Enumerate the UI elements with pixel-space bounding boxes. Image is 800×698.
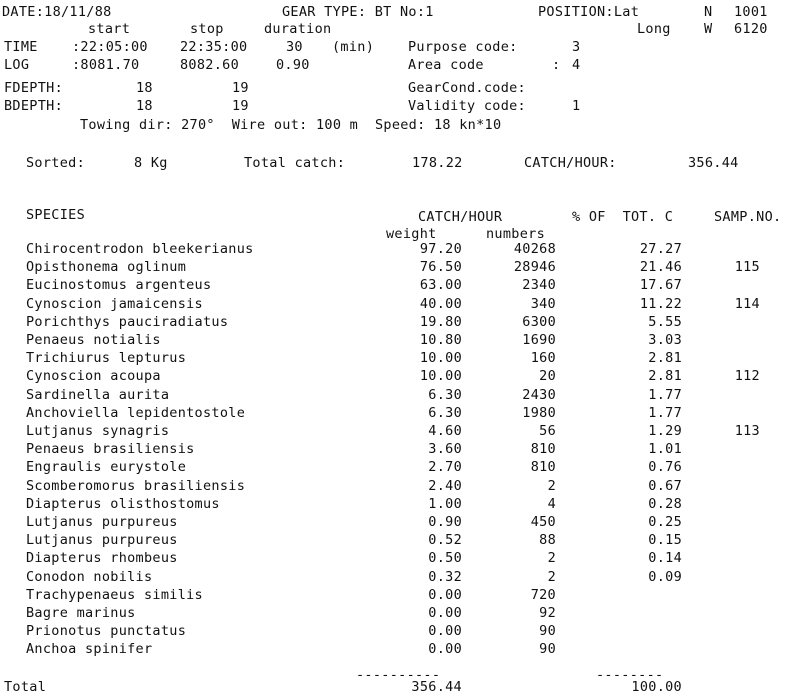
numbers-value: 88 (539, 532, 556, 548)
weight-value: 63.00 (419, 277, 462, 293)
sorted-value: 8 Kg (134, 155, 168, 171)
duration-label: duration (264, 21, 332, 37)
numbers-value: 2 (547, 478, 556, 494)
species-name: Scomberomorus brasiliensis (26, 478, 246, 494)
long-label: Long (637, 21, 671, 37)
weight-total-rule: ---------- (356, 667, 441, 683)
species-name: Lutjanus purpureus (26, 514, 178, 530)
area-code-value: 4 (572, 57, 581, 73)
total-catch-value: 178.22 (412, 155, 463, 171)
weight-value: 0.52 (428, 532, 462, 548)
percent-value: 1.01 (648, 441, 682, 457)
weight-value: 76.50 (419, 259, 462, 275)
purpose-code-label: Purpose code: (408, 39, 518, 55)
sample-number-header: SAMP.NO. (714, 209, 782, 225)
weight-value: 10.00 (419, 368, 462, 384)
weight-value: 10.80 (419, 332, 462, 348)
species-name: Cynoscion acoupa (26, 368, 161, 384)
total-label: Total (4, 679, 47, 695)
weight-value: 6.30 (428, 387, 462, 403)
numbers-header: numbers (486, 226, 545, 242)
species-name: Trichiurus lepturus (26, 350, 187, 366)
weight-value: 97.20 (419, 241, 462, 257)
numbers-value: 1980 (522, 405, 556, 421)
numbers-value: 20 (539, 368, 556, 384)
weight-header: weight (386, 226, 437, 242)
species-name: Conodon nobilis (26, 569, 153, 585)
species-name: Bagre marinus (26, 605, 136, 621)
weight-value: 0.00 (428, 623, 462, 639)
percent-value: 0.76 (648, 459, 682, 475)
sample-number: 113 (734, 423, 760, 439)
percent-value: 1.29 (648, 423, 682, 439)
long-direction: W (704, 21, 713, 37)
numbers-value: 28946 (513, 259, 556, 275)
position-label: POSITION:Lat (538, 4, 640, 20)
percent-value: 21.46 (639, 259, 682, 275)
sorted-label: Sorted: (26, 155, 85, 171)
catch-per-hour-label: CATCH/HOUR: (524, 155, 617, 171)
validity-code-label: Validity code: (408, 98, 526, 114)
species-name: Engraulis eurystole (26, 459, 187, 475)
percent-value: 11.22 (639, 296, 682, 312)
weight-value: 0.90 (428, 514, 462, 530)
area-code-colon: : (552, 57, 561, 73)
species-name: Penaeus brasiliensis (26, 441, 195, 457)
percent-value: 2.81 (648, 368, 682, 384)
percent-value: 3.03 (648, 332, 682, 348)
lat-direction: N (704, 4, 713, 20)
species-name: Penaeus notialis (26, 332, 161, 348)
numbers-value: 90 (539, 623, 556, 639)
percent-value: 0.25 (648, 514, 682, 530)
numbers-value: 56 (539, 423, 556, 439)
numbers-value: 160 (530, 350, 556, 366)
sample-number: 114 (734, 296, 760, 312)
weight-value: 0.50 (428, 550, 462, 566)
numbers-value: 340 (530, 296, 556, 312)
percent-value: 2.81 (648, 350, 682, 366)
numbers-value: 2340 (522, 277, 556, 293)
percent-value: 27.27 (639, 241, 682, 257)
percent-value: 0.14 (648, 550, 682, 566)
numbers-value: 810 (530, 441, 556, 457)
fdepth-stop: 19 (232, 80, 249, 96)
species-name: Eucinostomus argenteus (26, 277, 212, 293)
long-value: 6120 (734, 21, 768, 37)
weight-value: 10.00 (419, 350, 462, 366)
numbers-value: 450 (530, 514, 556, 530)
weight-value: 6.30 (428, 405, 462, 421)
species-name: Anchoa spinifer (26, 641, 153, 657)
species-name: Prionotus punctatus (26, 623, 187, 639)
species-name: Anchoviella lepidentostole (26, 405, 246, 421)
species-name: Chirocentrodon bleekerianus (26, 241, 254, 257)
percent-total-header: % OF TOT. C (572, 209, 674, 225)
gearcond-code-label: GearCond.code: (408, 80, 526, 96)
sample-number: 115 (734, 259, 760, 275)
fdepth-label: FDEPTH: (4, 80, 63, 96)
time-start: :22:05:00 (72, 39, 148, 55)
species-name: Lutjanus synagris (26, 423, 170, 439)
area-code-label: Area code (408, 57, 484, 73)
species-name: Diapterus rhombeus (26, 550, 178, 566)
percent-value: 17.67 (639, 277, 682, 293)
time-unit: (min) (332, 39, 375, 55)
weight-value: 1.00 (428, 496, 462, 512)
time-stop: 22:35:00 (180, 39, 248, 55)
numbers-value: 1690 (522, 332, 556, 348)
species-name: Sardinella aurita (26, 387, 170, 403)
towing-info: Towing dir: 270° Wire out: 100 m Speed: 18 kn*10 (80, 117, 502, 133)
total-catch-label: Total catch: (244, 155, 346, 171)
numbers-value: 720 (530, 587, 556, 603)
total-weight: 356.44 (411, 679, 462, 695)
bdepth-label: BDEPTH: (4, 98, 63, 114)
percent-value: 0.28 (648, 496, 682, 512)
stop-label: stop (190, 21, 224, 37)
weight-value: 19.80 (419, 314, 462, 330)
weight-value: 2.70 (428, 459, 462, 475)
time-duration: 30 (286, 39, 303, 55)
species-name: Lutjanus purpureus (26, 532, 178, 548)
lat-value: 1001 (734, 4, 768, 20)
percent-total-rule: -------- (596, 667, 664, 683)
numbers-value: 2 (547, 569, 556, 585)
bdepth-start: 18 (136, 98, 153, 114)
weight-value: 40.00 (419, 296, 462, 312)
catch-per-hour-value: 356.44 (688, 155, 739, 171)
gear-type: GEAR TYPE: BT No:1 (282, 4, 434, 20)
log-label: LOG (4, 57, 30, 73)
validity-code-value: 1 (572, 98, 581, 114)
log-stop: 8082.60 (180, 57, 239, 73)
percent-value: 1.77 (648, 405, 682, 421)
numbers-value: 90 (539, 641, 556, 657)
weight-value: 0.00 (428, 587, 462, 603)
total-percent: 100.00 (631, 679, 682, 695)
percent-value: 0.09 (648, 569, 682, 585)
numbers-value: 2430 (522, 387, 556, 403)
numbers-value: 6300 (522, 314, 556, 330)
species-header: SPECIES (26, 207, 85, 223)
weight-value: 0.00 (428, 605, 462, 621)
percent-value: 1.77 (648, 387, 682, 403)
numbers-value: 4 (547, 496, 556, 512)
percent-value: 0.67 (648, 478, 682, 494)
numbers-value: 2 (547, 550, 556, 566)
percent-value: 0.15 (648, 532, 682, 548)
weight-value: 4.60 (428, 423, 462, 439)
weight-value: 2.40 (428, 478, 462, 494)
log-duration: 0.90 (276, 57, 310, 73)
weight-value: 3.60 (428, 441, 462, 457)
purpose-code-value: 3 (572, 39, 581, 55)
numbers-value: 40268 (513, 241, 556, 257)
species-name: Cynoscion jamaicensis (26, 296, 203, 312)
species-name: Trachypenaeus similis (26, 587, 203, 603)
catch-per-hour-header: CATCH/HOUR (418, 209, 503, 225)
species-name: Porichthys pauciradiatus (26, 314, 229, 330)
fdepth-start: 18 (136, 80, 153, 96)
weight-value: 0.00 (428, 641, 462, 657)
sample-number: 112 (734, 368, 760, 384)
species-name: Opisthonema oglinum (26, 259, 187, 275)
numbers-value: 810 (530, 459, 556, 475)
percent-value: 5.55 (648, 314, 682, 330)
date: DATE:18/11/88 (2, 4, 112, 20)
numbers-value: 92 (539, 605, 556, 621)
start-label: start (88, 21, 131, 37)
species-name: Diapterus olisthostomus (26, 496, 220, 512)
bdepth-stop: 19 (232, 98, 249, 114)
time-label: TIME (4, 39, 38, 55)
weight-value: 0.32 (428, 569, 462, 585)
log-start: :8081.70 (72, 57, 140, 73)
